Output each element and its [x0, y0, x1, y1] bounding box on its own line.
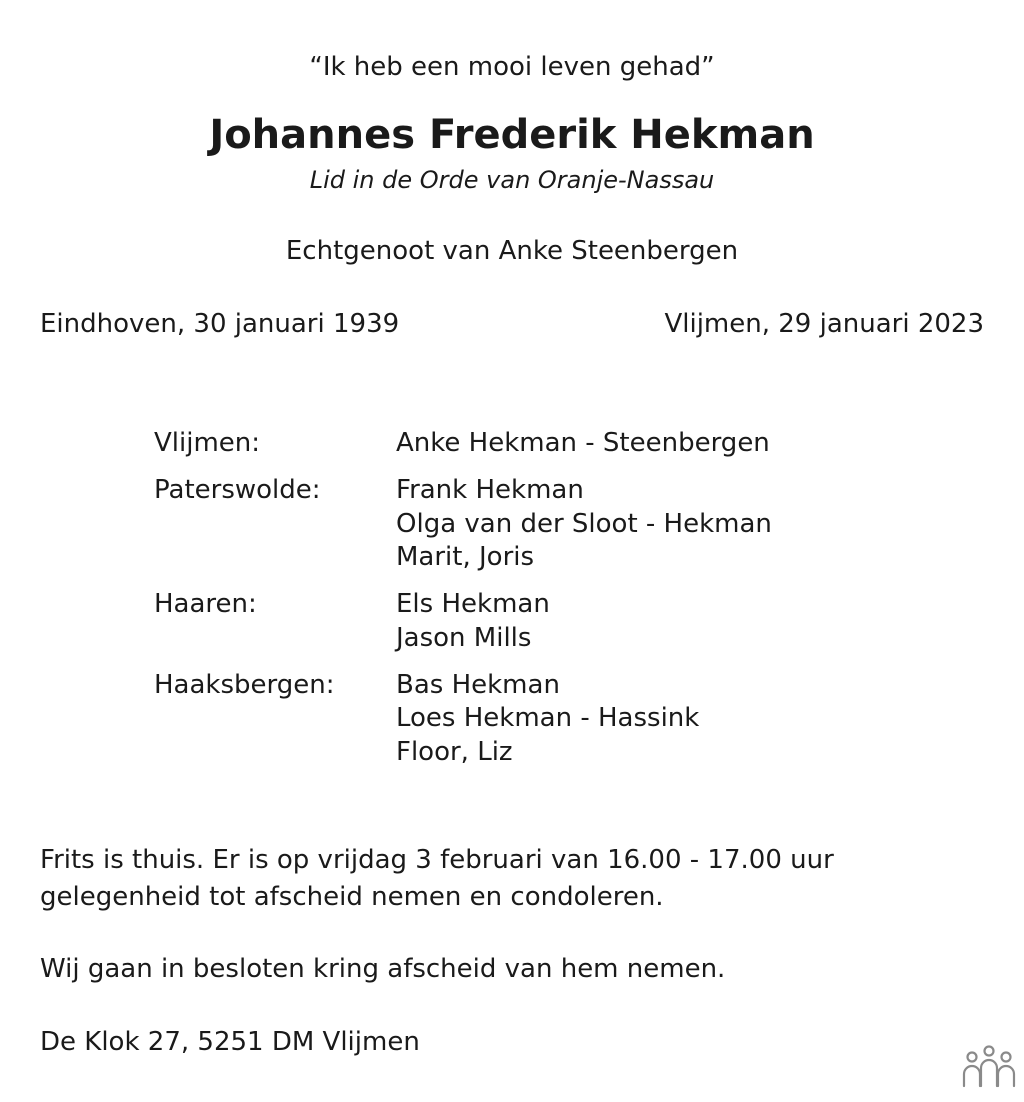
family-member: Olga van der Sloot - Hekman [396, 509, 772, 539]
family-place-haaksbergen: Haaksbergen: [154, 670, 335, 700]
visit-notice-line-1: Frits is thuis. Er is op vrijdag 3 februari van 16.00 - 17.00 uur [40, 845, 834, 875]
family-member: Floor, Liz [396, 737, 513, 767]
death-date: Vlijmen, 29 januari 2023 [664, 309, 984, 339]
family-place-vlijmen: Vlijmen: [154, 428, 261, 458]
family-place-paterswolde: Paterswolde: [154, 475, 321, 505]
deceased-name: Johannes Frederik Hekman [209, 112, 815, 158]
distinction-text: Lid in de Orde van Oranje-Nassau [309, 166, 715, 194]
family-member: Loes Hekman - Hassink [396, 703, 700, 733]
family-member: Marit, Joris [396, 542, 535, 572]
family-member: Jason Mills [396, 623, 532, 653]
visit-notice-line-2: gelegenheid tot afscheid nemen en condoleren. [40, 882, 664, 912]
family-member: Anke Hekman - Steenbergen [396, 428, 770, 458]
family-member: Els Hekman [396, 589, 550, 619]
birth-date: Eindhoven, 30 januari 1939 [40, 309, 400, 339]
quote-text: “Ik heb een mooi leven gehad” [309, 52, 715, 82]
family-people-icon [962, 1044, 1016, 1090]
private-ceremony-notice: Wij gaan in besloten kring afscheid van hem nemen. [40, 954, 726, 984]
family-place-haaren: Haaren: [154, 589, 257, 619]
spouse-line: Echtgenoot van Anke Steenbergen [285, 236, 739, 266]
address-text: De Klok 27, 5251 DM Vlijmen [40, 1027, 420, 1057]
family-member: Frank Hekman [396, 475, 584, 505]
family-member: Bas Hekman [396, 670, 560, 700]
